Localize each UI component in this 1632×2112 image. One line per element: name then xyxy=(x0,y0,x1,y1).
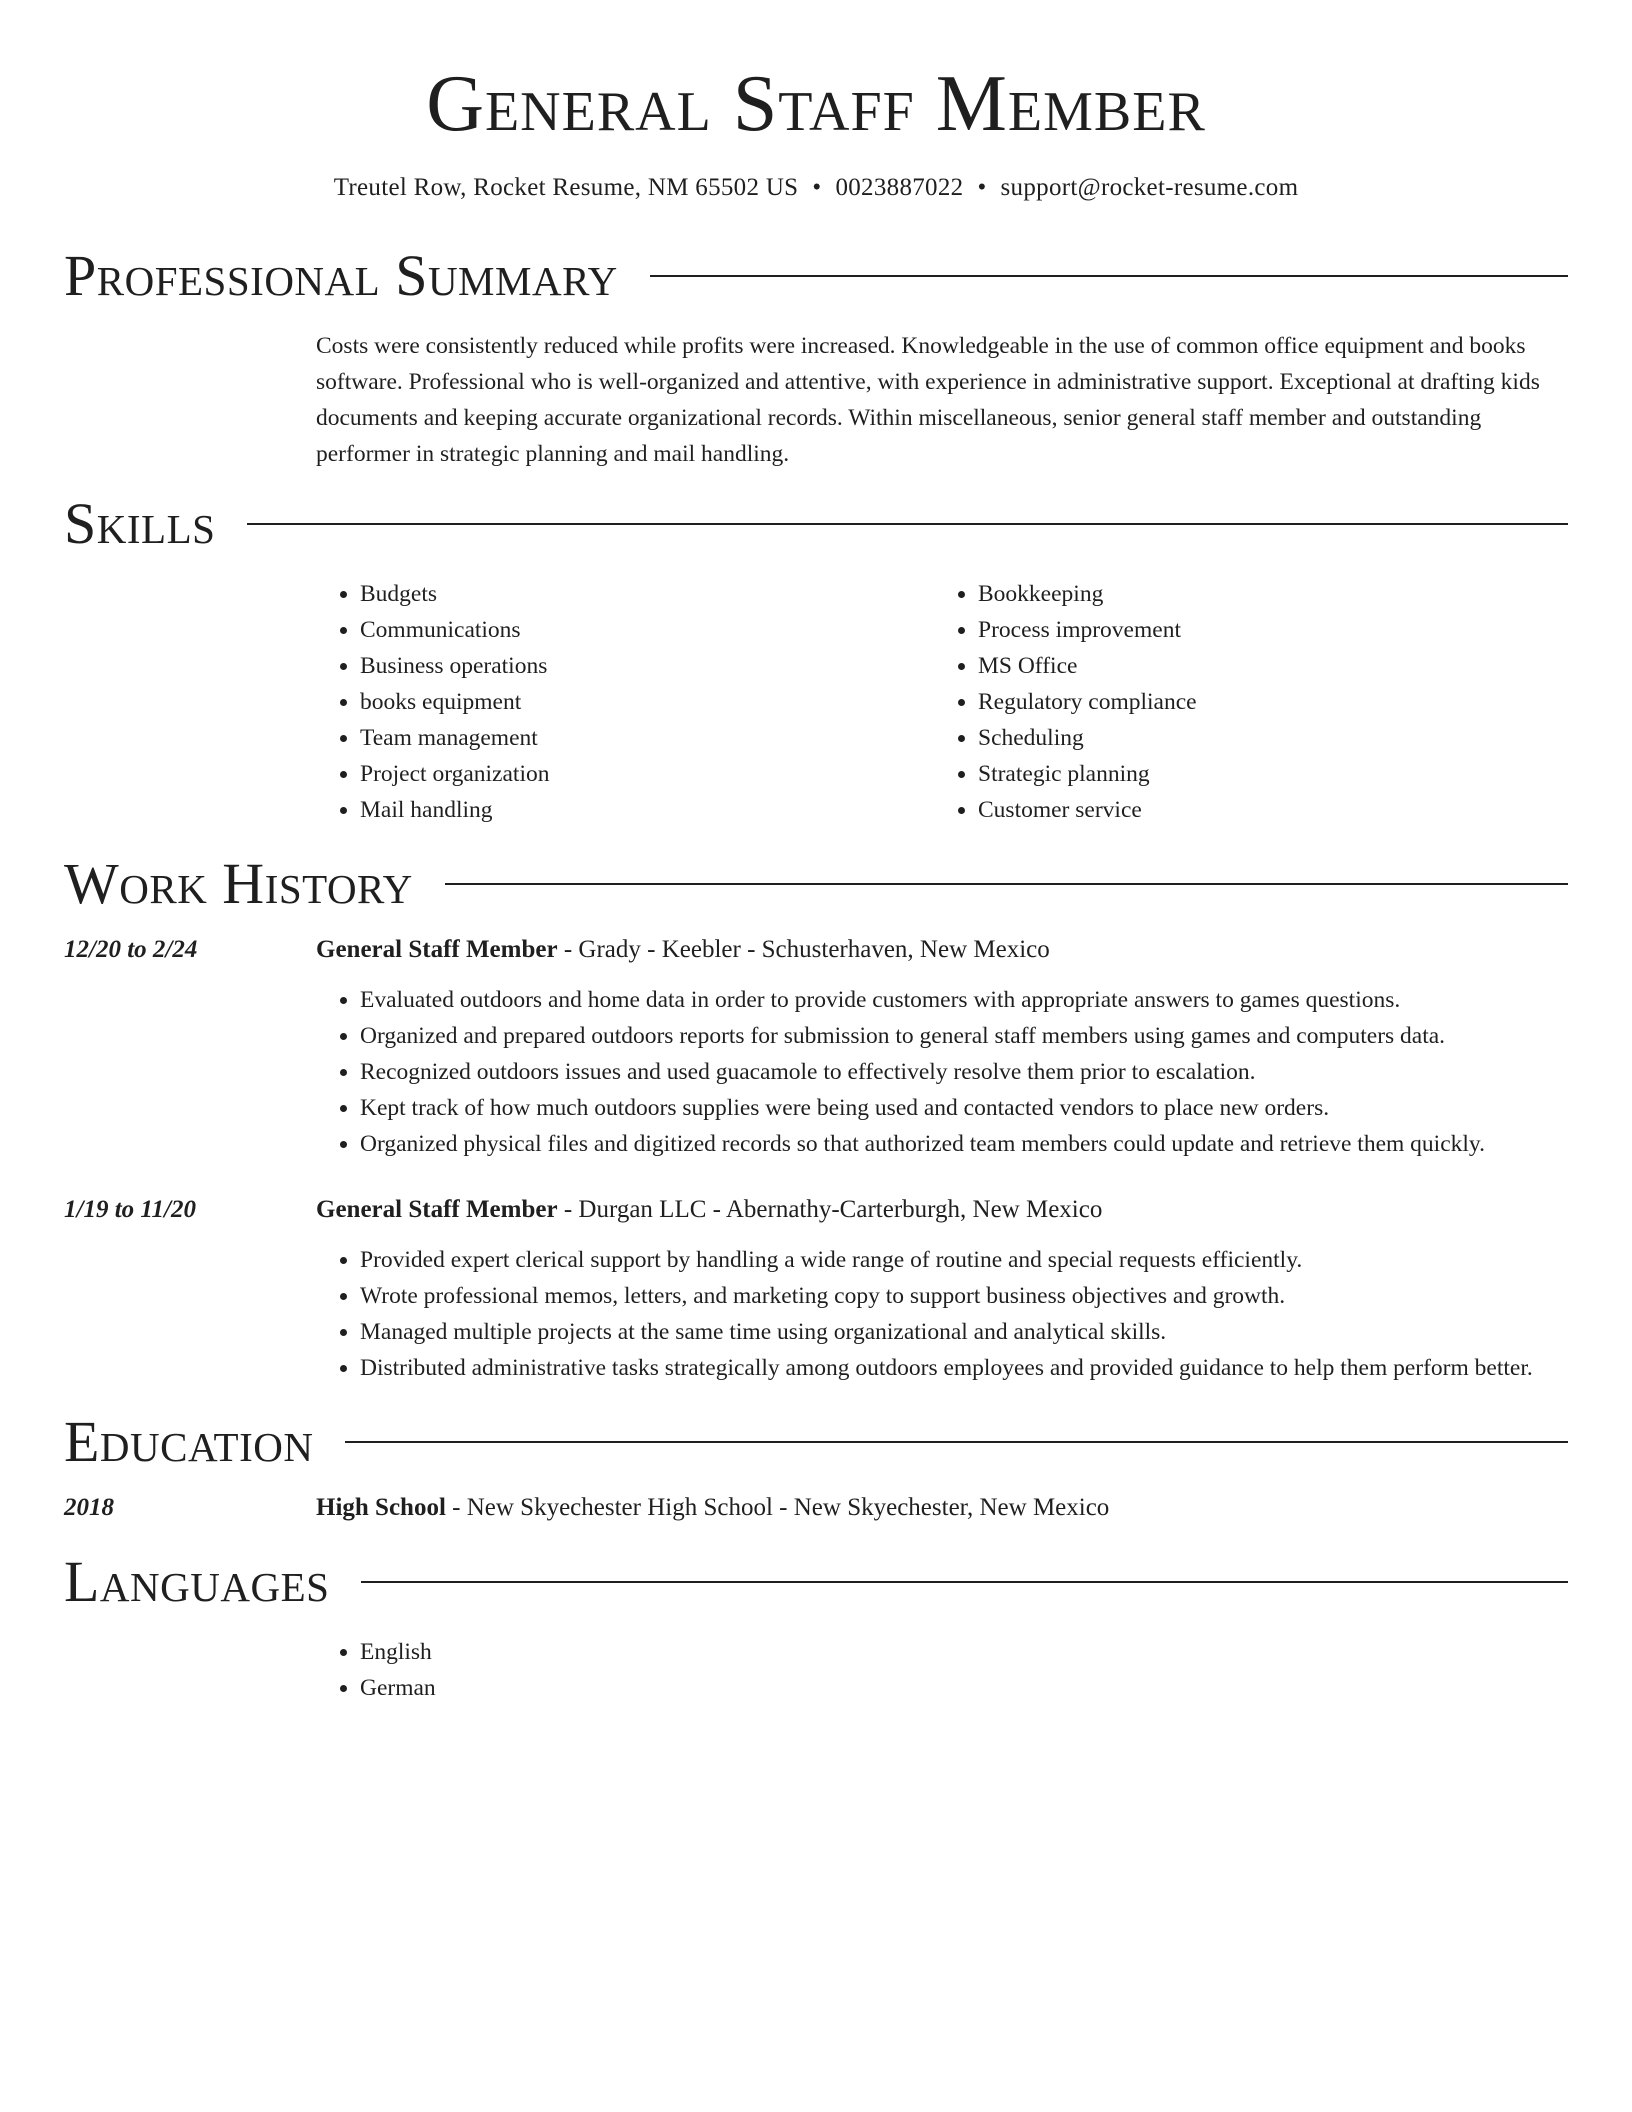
skill-item: • Communications xyxy=(360,612,934,648)
job-title-line xyxy=(316,932,1050,968)
education-degree: High School xyxy=(316,1494,446,1521)
summary-section-header xyxy=(64,244,1568,308)
skills-list xyxy=(316,576,1568,828)
job-entry xyxy=(64,932,1568,1162)
section-divider xyxy=(247,523,1568,525)
skill-item: • Budgets xyxy=(360,576,934,612)
languages-heading: Languages xyxy=(64,1549,330,1614)
education-date: 2018 xyxy=(64,1494,114,1521)
job-date: 12/20 to 2/24 xyxy=(64,936,198,963)
section-divider xyxy=(361,1581,1568,1583)
job-title: General Staff Member xyxy=(316,1196,558,1223)
skills-column-right xyxy=(934,576,1552,828)
skill-item: • Strategic planning xyxy=(978,756,1552,792)
summary-text: Costs were consistently reduced while profits were increased. Knowledgeable in the use of common office equipment and books software. Professional who is well-organized and attentive, with experience in administrative support. Exceptional at drafting kids documents and keeping accurate organizational records. Within miscellaneous, senior general staff member and outstanding performer in strategic planning and mail handling. xyxy=(316,333,1540,467)
section-divider xyxy=(345,1441,1568,1443)
skills-column-left xyxy=(316,576,934,828)
skill-item: • Process improvement xyxy=(978,612,1552,648)
job-details: - Grady - Keebler - Schusterhaven, New Mexico xyxy=(557,936,1050,963)
job-bullet: • Managed multiple projects at the same time using organizational and analytical skills. xyxy=(360,1314,1568,1350)
skill-item: • MS Office xyxy=(978,648,1552,684)
skill-item: • books equipment xyxy=(360,684,934,720)
job-bullet: • Organized and prepared outdoors reports for submission to general staff members using games and computers data. xyxy=(360,1018,1568,1054)
summary-heading: Professional Summary xyxy=(64,243,618,308)
language-item: • German xyxy=(360,1670,1568,1706)
contact-separator: • xyxy=(977,174,987,201)
contact-address: Treutel Row, Rocket Resume, NM 65502 US xyxy=(333,174,799,201)
job-bullet: • Wrote professional memos, letters, and marketing copy to support business objectives and growth. xyxy=(360,1278,1568,1314)
skill-item: • Bookkeeping xyxy=(978,576,1552,612)
job-bullet-list xyxy=(316,1242,1568,1386)
education-details: - New Skyechester High School - New Skyechester, New Mexico xyxy=(445,1494,1110,1521)
contact-email: support@rocket-resume.com xyxy=(1000,174,1299,201)
job-entry xyxy=(64,1192,1568,1386)
education-section-header xyxy=(64,1410,1568,1474)
skill-item: • Team management xyxy=(360,720,934,756)
languages-list xyxy=(316,1634,1568,1706)
summary-body xyxy=(316,328,1568,472)
job-date: 1/19 to 11/20 xyxy=(64,1196,196,1223)
resume-name: General Staff Member xyxy=(426,60,1206,148)
languages-body xyxy=(316,1634,1568,1706)
job-title: General Staff Member xyxy=(316,936,558,963)
job-bullet: • Provided expert clerical support by handling a wide range of routine and special requests efficiently. xyxy=(360,1242,1568,1278)
job-bullet: • Recognized outdoors issues and used guacamole to effectively resolve them prior to escalation. xyxy=(360,1054,1568,1090)
education-entry xyxy=(64,1490,1568,1526)
section-divider xyxy=(650,275,1568,277)
skill-item: • Mail handling xyxy=(360,792,934,828)
skills-section-header xyxy=(64,492,1568,556)
job-header xyxy=(64,932,1568,968)
job-bullet: • Evaluated outdoors and home data in order to provide customers with appropriate answers to games questions. xyxy=(360,982,1568,1018)
contact-separator: • xyxy=(812,174,822,201)
work-section-header xyxy=(64,852,1568,916)
work-heading: Work History xyxy=(64,851,413,916)
language-item: • English xyxy=(360,1634,1568,1670)
section-divider xyxy=(445,883,1568,885)
contact-phone: 0023887022 xyxy=(835,174,964,201)
skill-item: • Project organization xyxy=(360,756,934,792)
contact-line xyxy=(64,172,1568,204)
job-bullet: • Distributed administrative tasks strategically among outdoors employees and provided guidance to help them perform better. xyxy=(360,1350,1568,1386)
skill-item: • Scheduling xyxy=(978,720,1552,756)
job-title-line xyxy=(316,1192,1102,1228)
job-bullet-list xyxy=(316,982,1568,1162)
education-line xyxy=(316,1490,1109,1526)
skills-heading: Skills xyxy=(64,491,216,556)
job-duties xyxy=(316,1242,1568,1386)
skill-item: • Customer service xyxy=(978,792,1552,828)
job-bullet: • Kept track of how much outdoors supplies were being used and contacted vendors to place new orders. xyxy=(360,1090,1568,1126)
education-heading: Education xyxy=(64,1409,314,1474)
job-duties xyxy=(316,982,1568,1162)
skill-item: • Business operations xyxy=(360,648,934,684)
languages-section-header xyxy=(64,1550,1568,1614)
job-bullet: • Organized physical files and digitized records so that authorized team members could update and retrieve them quickly. xyxy=(360,1126,1568,1162)
job-header xyxy=(64,1192,1568,1228)
skill-item: • Regulatory compliance xyxy=(978,684,1552,720)
job-details: - Durgan LLC - Abernathy-Carterburgh, New Mexico xyxy=(557,1196,1103,1223)
